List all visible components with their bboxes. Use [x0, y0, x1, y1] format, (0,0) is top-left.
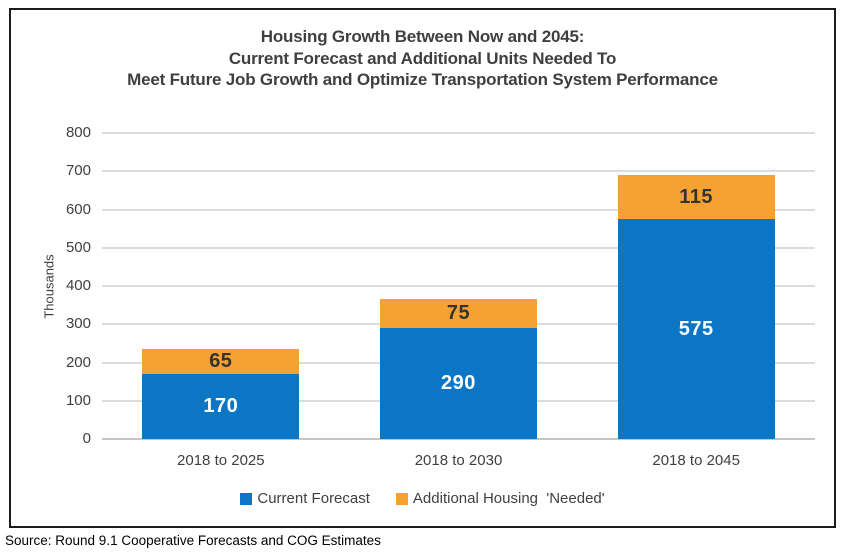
y-tick-label: 0 — [82, 429, 91, 447]
y-tick-label: 200 — [65, 353, 91, 371]
bar-segment-additional-housing — [618, 175, 775, 219]
plot-area — [65, 123, 815, 469]
bar-segment-current-forecast — [142, 374, 299, 439]
bar-segment-additional-housing — [142, 349, 299, 374]
legend-swatch — [240, 493, 252, 505]
y-tick-label: 800 — [65, 123, 91, 141]
bar-value-label: 75 — [446, 302, 471, 325]
y-tick-label: 700 — [65, 162, 91, 180]
bar-value-label: 575 — [678, 317, 714, 340]
chart-title-line-3: Meet Future Job Growth and Optimize Transportation System Performance — [127, 70, 718, 89]
x-category-label: 2018 to 2025 — [177, 452, 265, 469]
bar-segment-current-forecast — [618, 219, 775, 439]
y-axis-title-text: Thousands — [41, 253, 57, 319]
legend-label: Additional Housing 'Needed' — [412, 490, 605, 507]
legend-item — [240, 490, 370, 507]
chart-title-line-1: Housing Growth Between Now and 2045: — [260, 27, 585, 46]
chart-title-line-2: Current Forecast and Additional Units Needed To — [228, 48, 617, 68]
gridline — [102, 132, 815, 134]
y-tick-label: 400 — [65, 276, 91, 294]
bar-value-label: 290 — [441, 372, 476, 395]
legend-swatch — [396, 493, 408, 505]
legend — [11, 490, 834, 507]
y-tick-label: 500 — [65, 238, 91, 256]
x-category-label: 2018 to 2045 — [652, 452, 740, 469]
legend-item — [396, 490, 605, 507]
bar-segment-current-forecast — [380, 328, 537, 439]
bar-value-label: 170 — [203, 394, 239, 417]
gridline — [102, 170, 815, 172]
bar-value-label: 65 — [209, 350, 233, 373]
y-tick-label: 100 — [65, 391, 91, 409]
y-tick-label: 600 — [65, 200, 91, 218]
x-category-label: 2018 to 2030 — [414, 452, 503, 469]
bar-segment-additional-housing — [380, 299, 537, 328]
chart-title — [11, 26, 834, 91]
y-tick-label: 300 — [65, 315, 91, 333]
source-note: Source: Round 9.1 Cooperative Forecasts and COG Estimates — [5, 533, 381, 548]
bar-value-label: 115 — [679, 185, 714, 208]
chart-container — [9, 8, 836, 528]
legend-label: Current Forecast — [257, 490, 370, 507]
